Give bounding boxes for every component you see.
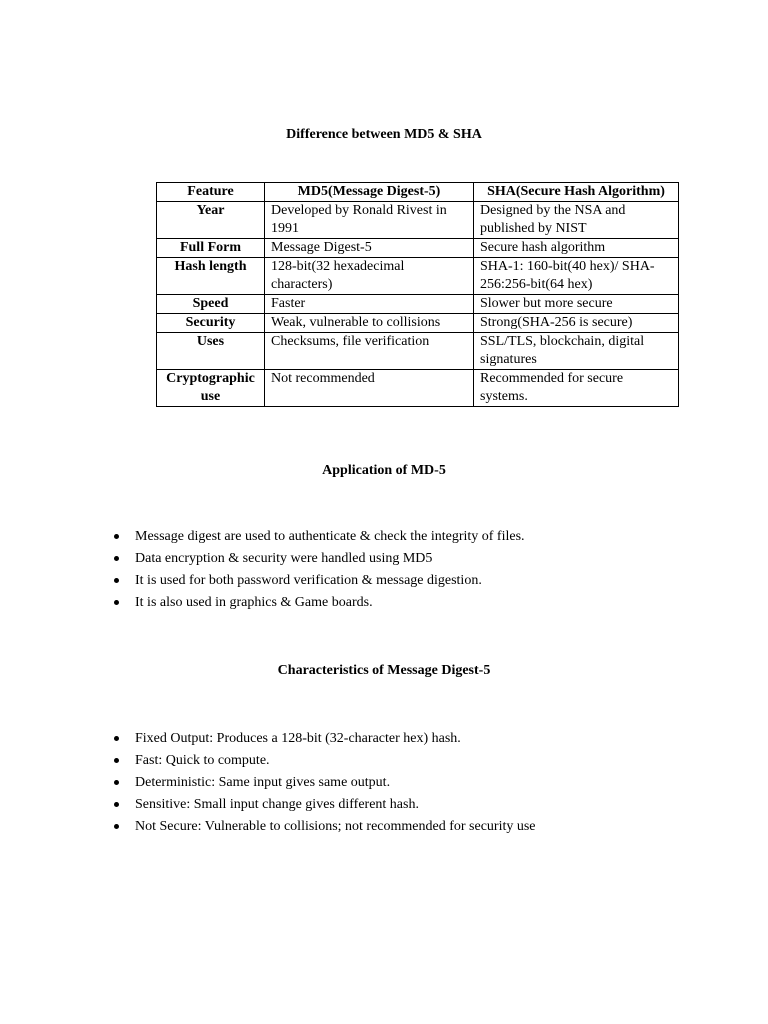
table-header-row [157,183,679,202]
list-item [112,794,536,816]
row-feature: Year [157,202,265,239]
row-md5: Weak, vulnerable to collisions [265,314,474,333]
header-sha: SHA(Secure Hash Algorithm) [474,183,679,202]
list-item [112,750,536,772]
list-item [112,772,536,794]
bullet-icon [114,556,119,561]
row-feature: Security [157,314,265,333]
row-sha: Slower but more secure [474,295,679,314]
list-item [112,728,536,750]
characteristics-list [112,728,536,838]
document-title: Difference between MD5 & SHA [286,127,482,142]
application-list [112,526,525,614]
list-item-text: It is used for both password verification & message digestion. [135,573,482,588]
row-sha: SSL/TLS, blockchain, digital signatures [474,333,679,370]
bullet-icon [114,802,119,807]
list-item-text: It is also used in graphics & Game boards. [135,595,373,610]
application-heading: Application of MD-5 [322,463,446,478]
row-md5: Developed by Ronald Rivest in 1991 [265,202,474,239]
list-item [112,816,536,838]
bullet-icon [114,780,119,785]
bullet-icon [114,758,119,763]
row-md5: Not recommended [265,370,474,407]
table-row [157,314,679,333]
row-feature: Cryptographic use [157,370,265,407]
table-row [157,295,679,314]
row-md5: 128-bit(32 hexadecimal characters) [265,258,474,295]
row-sha: Designed by the NSA and published by NIST [474,202,679,239]
row-feature: Hash length [157,258,265,295]
list-item-text: Not Secure: Vulnerable to collisions; not recommended for security use [135,819,536,834]
comparison-table [156,182,679,407]
row-feature: Full Form [157,239,265,258]
bullet-icon [114,736,119,741]
list-item [112,548,525,570]
bullet-icon [114,600,119,605]
characteristics-heading: Characteristics of Message Digest-5 [277,663,491,678]
list-item-text: Deterministic: Same input gives same output. [135,775,391,790]
table-row [157,333,679,370]
row-sha: Recommended for secure systems. [474,370,679,407]
header-md5: MD5(Message Digest-5) [265,183,474,202]
list-item-text: Message digest are used to authenticate & check the integrity of files. [135,529,525,544]
table-row [157,370,679,407]
table-row [157,239,679,258]
row-feature: Speed [157,295,265,314]
row-md5: Message Digest-5 [265,239,474,258]
table-row [157,258,679,295]
table-row [157,202,679,239]
row-md5: Checksums, file verification [265,333,474,370]
list-item-text: Fixed Output: Produces a 128-bit (32-character hex) hash. [135,731,461,746]
bullet-icon [114,578,119,583]
list-item [112,570,525,592]
row-sha: Strong(SHA-256 is secure) [474,314,679,333]
header-feature: Feature [157,183,265,202]
row-sha: Secure hash algorithm [474,239,679,258]
row-feature: Uses [157,333,265,370]
bullet-icon [114,824,119,829]
list-item [112,526,525,548]
list-item-text: Sensitive: Small input change gives different hash. [135,797,419,812]
list-item-text: Data encryption & security were handled using MD5 [135,551,433,566]
list-item [112,592,525,614]
bullet-icon [114,534,119,539]
list-item-text: Fast: Quick to compute. [135,753,270,768]
row-md5: Faster [265,295,474,314]
row-sha: SHA-1: 160-bit(40 hex)/ SHA-256:256-bit(64 hex) [474,258,679,295]
